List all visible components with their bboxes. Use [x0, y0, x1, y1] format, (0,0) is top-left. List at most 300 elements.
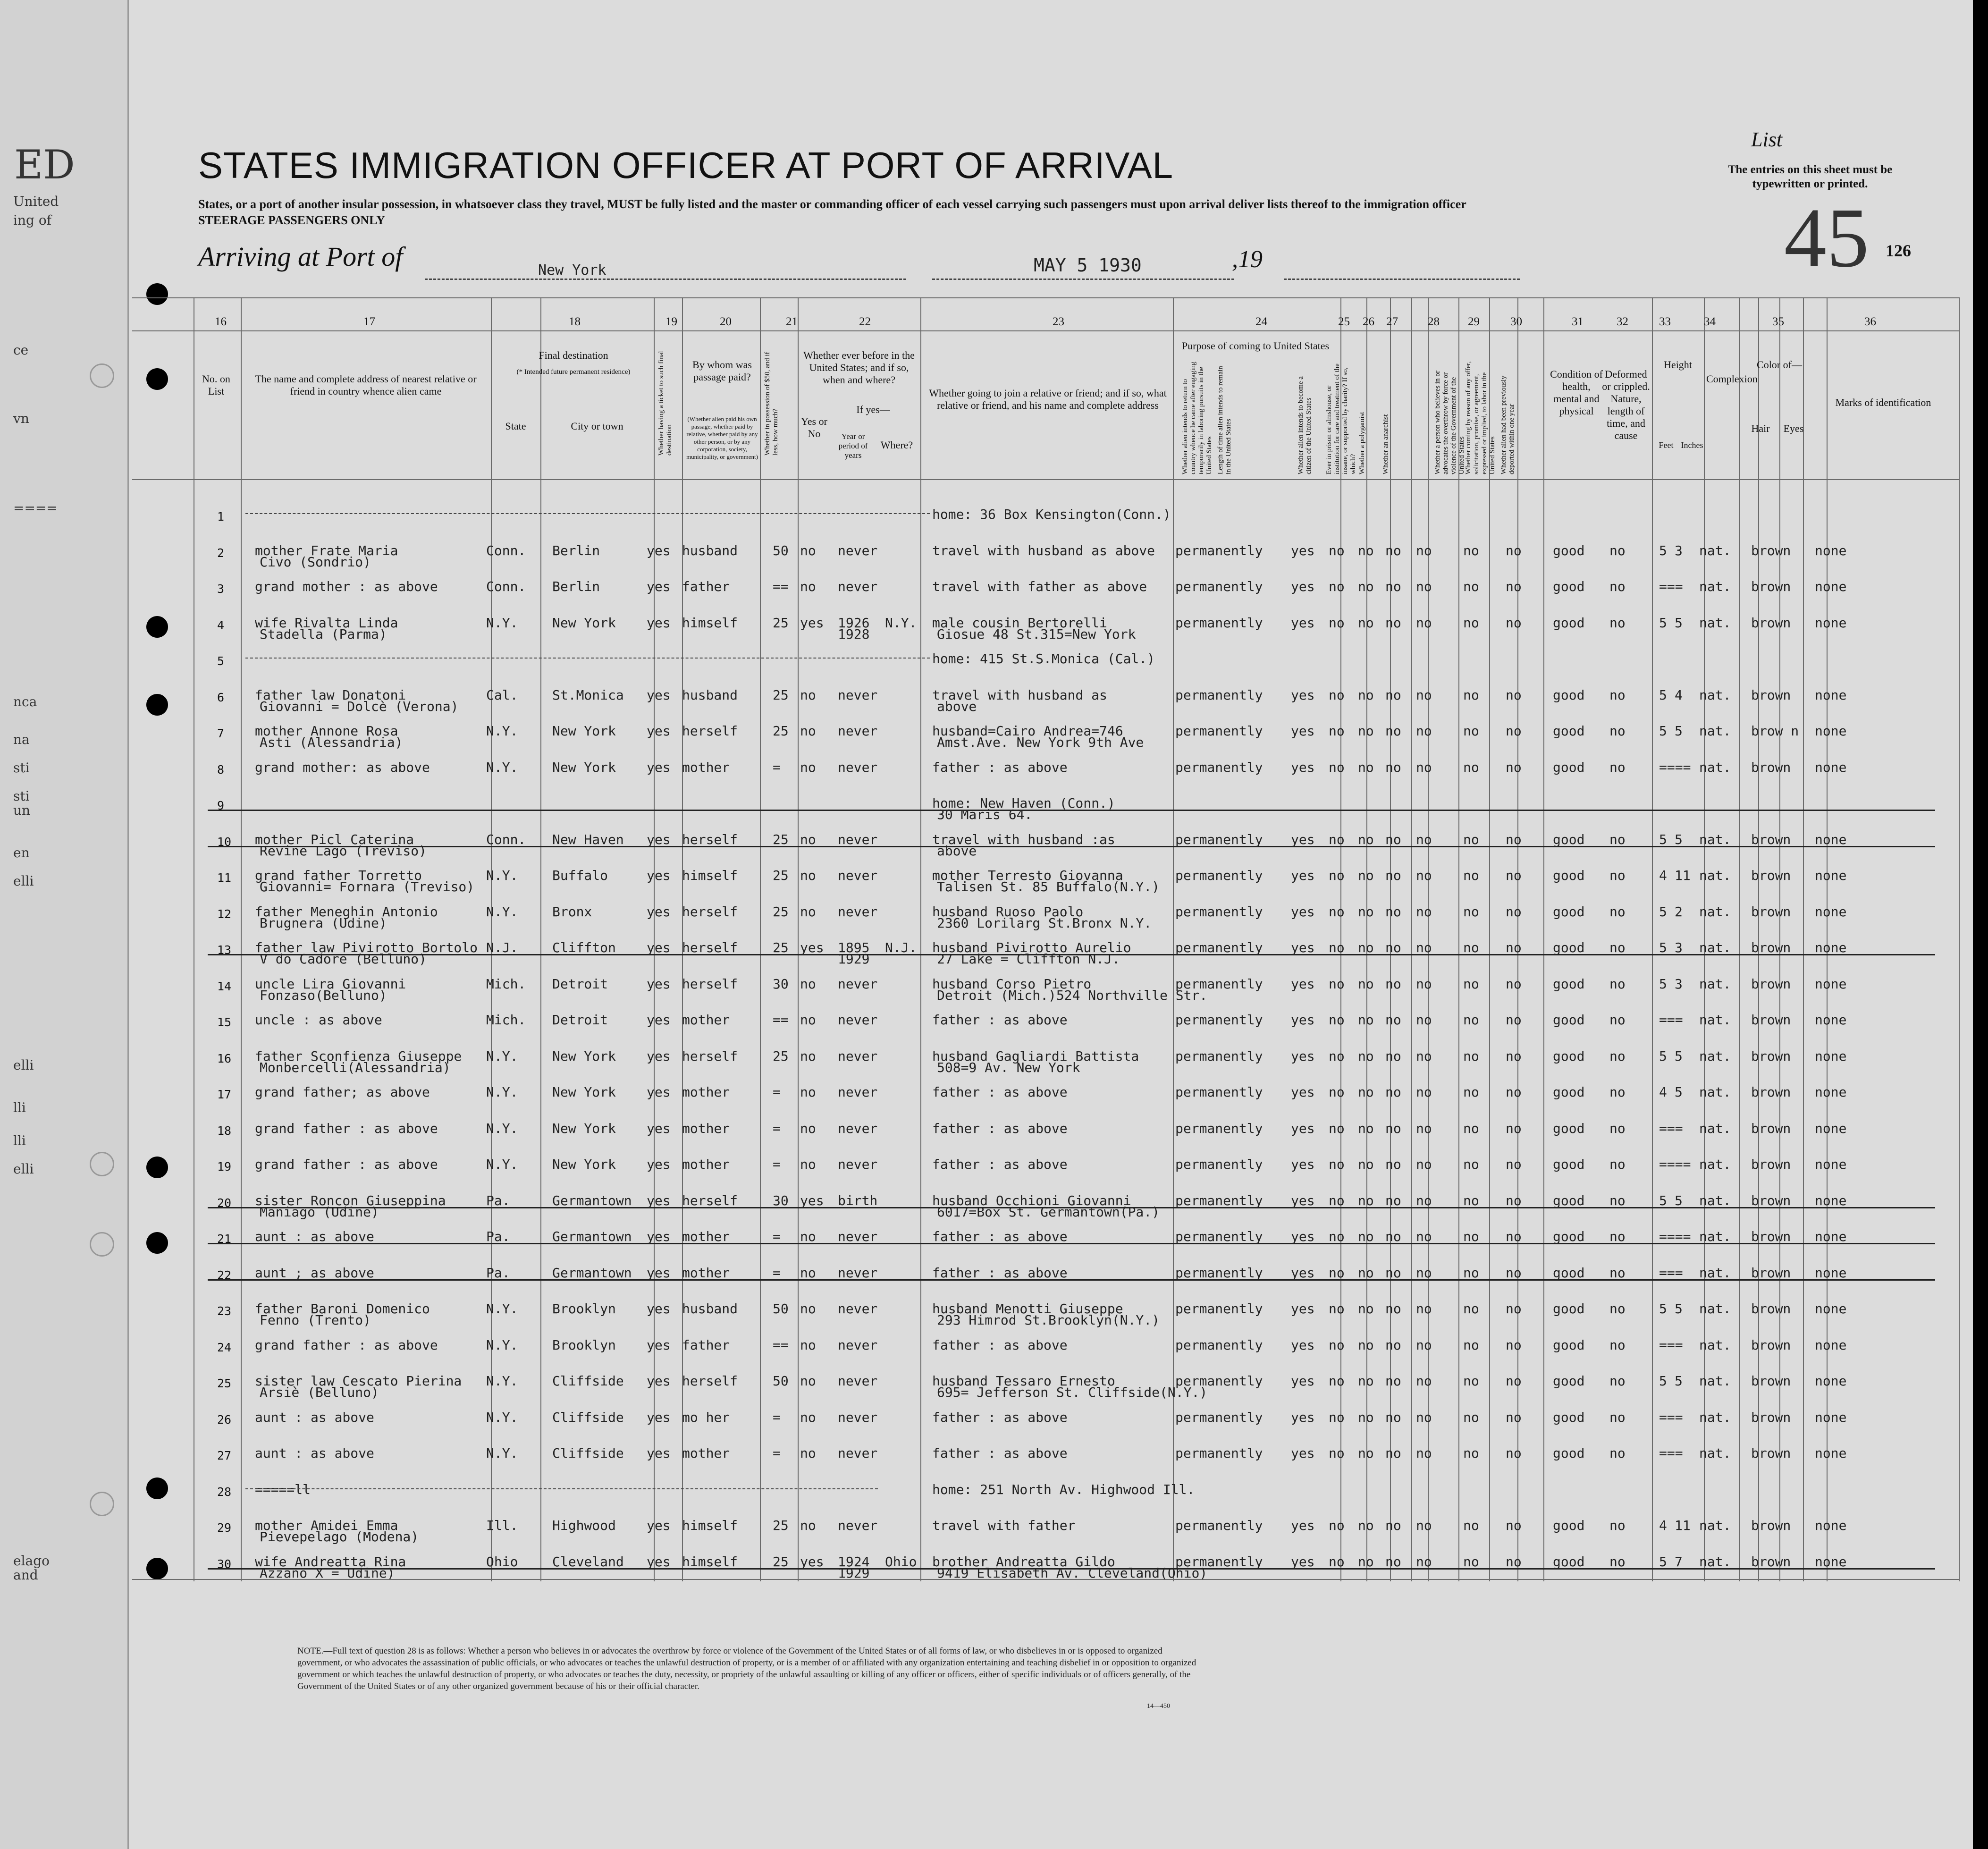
cell-relative-address: Giovanni = Dolcè (Verona)	[260, 699, 459, 714]
grid-vline-26	[1959, 297, 1960, 1581]
cell-q26: no	[1358, 1121, 1374, 1136]
cell-complexion: nat.	[1699, 543, 1731, 558]
cell-paid: mother	[682, 1121, 730, 1136]
cell-deformed: no	[1609, 976, 1626, 992]
cell-ticket: yes	[647, 1518, 671, 1533]
cell-money: 50	[773, 1301, 789, 1317]
cell-q26: no	[1358, 976, 1374, 992]
cell-before: no	[800, 1121, 816, 1136]
cell-citizen: yes	[1291, 1157, 1315, 1172]
cell-q25: no	[1329, 1410, 1345, 1425]
cell-year: never	[838, 1410, 878, 1425]
cell-q26: no	[1358, 579, 1374, 594]
cell-before: yes	[800, 940, 824, 955]
cell-relative: grand father : as above	[255, 1157, 438, 1172]
cell-hair: brown	[1751, 1265, 1791, 1281]
cell-q30: no	[1506, 723, 1522, 739]
cell-q29: no	[1463, 1410, 1479, 1425]
cell-paid: husband	[682, 543, 738, 558]
cell-feet: ===	[1659, 1265, 1683, 1281]
cell-deformed: no	[1609, 760, 1626, 775]
cell-health: good	[1553, 579, 1585, 594]
cell-marks: none	[1815, 1121, 1847, 1136]
grid-vline-8	[920, 297, 921, 1581]
table-row-number: 7	[217, 726, 225, 740]
cell-inches: 4	[1675, 687, 1683, 703]
cell-feet: 5	[1659, 543, 1667, 558]
cell-feet: 5	[1659, 1373, 1667, 1389]
grid-vline-14	[1428, 297, 1429, 1581]
cell-year: 1924	[838, 1554, 870, 1570]
cell-before: no	[800, 579, 816, 594]
cell-relative: sister Roncon Giuseppina	[255, 1193, 446, 1208]
cell-where: N.J.	[885, 940, 917, 955]
cell-complexion: nat.	[1699, 940, 1731, 955]
cell-before: no	[800, 1229, 816, 1244]
cell-marks: none	[1815, 976, 1847, 992]
cell-before: no	[800, 976, 816, 992]
cell-city: Cliffside	[552, 1445, 624, 1461]
column-number-23: 23	[1053, 315, 1064, 328]
cell-where: N.Y.	[885, 615, 917, 631]
cell-join: father : as above	[932, 1337, 1068, 1353]
cell-state: N.Y.	[486, 723, 518, 739]
table-row-number: 11	[217, 871, 232, 885]
cell-q25: no	[1329, 1373, 1345, 1389]
grid-vline-4	[654, 297, 655, 1581]
cell-inches: 2	[1675, 904, 1683, 920]
cell-before: no	[800, 687, 816, 703]
cell-feet: 5	[1659, 723, 1667, 739]
cell-q30: no	[1506, 940, 1522, 955]
cell-q30: no	[1506, 1193, 1522, 1208]
cell-citizen: yes	[1291, 1084, 1315, 1100]
vertical-header-anarchist: Whether an anarchist	[1382, 414, 1390, 474]
cell-feet: ===	[1659, 1012, 1683, 1028]
cell-join: father : as above	[932, 760, 1068, 775]
cell-q28: no	[1416, 1193, 1432, 1208]
table-row-number: 15	[217, 1015, 232, 1029]
cell-year-2: 1929	[838, 1565, 870, 1581]
cell-join: travel with husband :as	[932, 832, 1115, 847]
cell-join: husband Ruoso Paolo	[932, 904, 1084, 920]
cell-q30: no	[1506, 1084, 1522, 1100]
cell-feet: 5	[1659, 976, 1667, 992]
cell-city: New York	[552, 615, 616, 631]
cell-state: N.Y.	[486, 1373, 518, 1389]
cell-relative: father Meneghin Antonio	[255, 904, 438, 920]
binder-hole-2	[146, 616, 168, 638]
cell-purpose: permanently	[1175, 760, 1263, 775]
cell-paid: mother	[682, 1265, 730, 1281]
vertical-header-money: Whether in possession of $50, and if less, how much?	[764, 352, 779, 456]
cell-q29: no	[1463, 1121, 1479, 1136]
vertical-header-polygamist: Whether a polygamist	[1358, 412, 1366, 474]
cell-health: good	[1553, 1301, 1585, 1317]
grid-vline-13	[1411, 297, 1412, 1581]
cell-complexion: nat.	[1699, 1337, 1731, 1353]
cell-q30: no	[1506, 1121, 1522, 1136]
cell-feet: 5	[1659, 940, 1667, 955]
cell-q27: no	[1385, 1012, 1401, 1028]
cell-q30: no	[1506, 1048, 1522, 1064]
cell-deformed: no	[1609, 904, 1626, 920]
previous-page-strip	[0, 0, 129, 1849]
cell-year: birth	[838, 1193, 878, 1208]
cell-q27: no	[1385, 1337, 1401, 1353]
cell-paid: herself	[682, 1048, 738, 1064]
cell-purpose: permanently	[1175, 1012, 1263, 1028]
cell-paid: herself	[682, 723, 738, 739]
cell-before: no	[800, 868, 816, 883]
cell-before: yes	[800, 1193, 824, 1208]
cell-q29: no	[1463, 1301, 1479, 1317]
cell-ticket: yes	[647, 579, 671, 594]
cell-purpose: permanently	[1175, 976, 1263, 992]
cell-q26: no	[1358, 760, 1374, 775]
cell-q26: no	[1358, 1337, 1374, 1353]
cell-money: 50	[773, 543, 789, 558]
cell-join: travel with husband as above	[932, 543, 1155, 558]
cell-deformed: no	[1609, 1373, 1626, 1389]
cell-q26: no	[1358, 1084, 1374, 1100]
cell-q30: no	[1506, 579, 1522, 594]
cell-city: Brooklyn	[552, 1337, 616, 1353]
left-fragment-11: en	[13, 845, 30, 861]
cell-hair: brow n	[1751, 723, 1799, 739]
cell-q27: no	[1385, 687, 1401, 703]
cell-q28: no	[1416, 1518, 1432, 1533]
cell-marks: none	[1815, 615, 1847, 631]
cell-q26: no	[1358, 1373, 1374, 1389]
cell-relative-address: V do Cadore (Belluno)	[260, 951, 427, 967]
cell-health: good	[1553, 1193, 1585, 1208]
cell-q27: no	[1385, 615, 1401, 631]
cell-q30: no	[1506, 615, 1522, 631]
vertical-header-purpose_b: Length of time alien intends to remain in the United States	[1217, 366, 1232, 474]
cell-citizen: yes	[1291, 1410, 1315, 1425]
cell-join: father : as above	[932, 1121, 1068, 1136]
grid-vline-25	[1827, 297, 1828, 1581]
cell-citizen: yes	[1291, 687, 1315, 703]
cell-q27: no	[1385, 1193, 1401, 1208]
grid-vline-24	[1803, 297, 1804, 1581]
cell-purpose: permanently	[1175, 1445, 1263, 1461]
cell-q25: no	[1329, 543, 1345, 558]
yes-no-header: Yes or No	[801, 415, 827, 439]
cell-join: father : as above	[932, 1084, 1068, 1100]
vertical-header-prison: Ever in prison or almshouse, or institution for care and treatment of the insane, or supported by charity? If so, which?	[1325, 363, 1357, 474]
cell-q27: no	[1385, 1518, 1401, 1533]
cell-complexion: nat.	[1699, 687, 1731, 703]
cell-city: Germantown	[552, 1193, 632, 1208]
cell-inches: 5	[1675, 1084, 1683, 1100]
table-row-number: 6	[217, 691, 225, 704]
cell-hair: brown	[1751, 760, 1791, 775]
subtitle-line-1: States, or a port of another insular possession, in whatsoever class they travel, MUST be fully listed and the master or commanding officer of each vessel carrying such passengers must upon arrival deliver lists thereof to the immigration officer	[198, 197, 1466, 211]
column-number-28: 28	[1428, 315, 1440, 328]
no-on-list-header: No. on List	[202, 373, 230, 397]
cell-complexion: nat.	[1699, 615, 1731, 631]
cell-relative: father Baroni Domenico	[255, 1301, 430, 1317]
cell-marks: none	[1815, 1301, 1847, 1317]
cell-ticket: yes	[647, 1301, 671, 1317]
final-destination-note: (* Intended future permanent residence)	[516, 368, 631, 376]
cell-city: Bronx	[552, 904, 592, 920]
cell-q27: no	[1385, 1301, 1401, 1317]
cell-join: travel with father	[932, 1518, 1076, 1533]
cell-money: 25	[773, 1518, 789, 1533]
cell-citizen: yes	[1291, 868, 1315, 883]
table-row-number: 22	[217, 1268, 232, 1282]
cell-citizen: yes	[1291, 1265, 1315, 1281]
cell-q28: no	[1416, 1554, 1432, 1570]
cell-citizen: yes	[1291, 1121, 1315, 1136]
table-row-number: 19	[217, 1160, 232, 1174]
cell-health: good	[1553, 1518, 1585, 1533]
cell-feet: 5	[1659, 832, 1667, 847]
cell-citizen: yes	[1291, 723, 1315, 739]
grid-vline-21	[1739, 297, 1740, 1581]
cell-q29: no	[1463, 615, 1479, 631]
cell-complexion: nat.	[1699, 760, 1731, 775]
table-row-number: 14	[217, 979, 232, 993]
cell-year: never	[838, 1048, 878, 1064]
cell-hair: brown	[1751, 940, 1791, 955]
column-number-31: 31	[1572, 315, 1584, 328]
cell-q30: no	[1506, 543, 1522, 558]
cell-money: 25	[773, 615, 789, 631]
cell-hair: brown	[1751, 1157, 1791, 1172]
cell-health: good	[1553, 832, 1585, 847]
cell-complexion: nat.	[1699, 868, 1731, 883]
cell-money: 30	[773, 1193, 789, 1208]
cell-relative-address: Azzano X = Udine)	[260, 1565, 395, 1581]
cell-year: never	[838, 1518, 878, 1533]
cell-join-address: 9419 Elisabeth Av. Cleveland(Ohio)	[937, 1565, 1208, 1581]
cell-q26: no	[1358, 1048, 1374, 1064]
cell-join-address: 6017=Box St. Germantown(Pa.)	[937, 1204, 1160, 1220]
cell-before: no	[800, 1445, 816, 1461]
cell-q28: no	[1416, 1301, 1432, 1317]
cell-city: New York	[552, 723, 616, 739]
cell-marks: none	[1815, 1518, 1847, 1533]
cell-q26: no	[1358, 1518, 1374, 1533]
cell-deformed: no	[1609, 940, 1626, 955]
cell-q30: no	[1506, 868, 1522, 883]
cell-deformed: no	[1609, 868, 1626, 883]
cell-join-address: Giosue 48 St.315=New York	[937, 626, 1136, 642]
cell-relative: mother Picl Caterina	[255, 832, 414, 847]
cell-join: mother Terresto Giovanna	[932, 868, 1123, 883]
cell-marks: none	[1815, 1157, 1847, 1172]
cell-q26: no	[1358, 868, 1374, 883]
row-strikethrough	[208, 810, 1935, 811]
cell-q28: no	[1416, 1373, 1432, 1389]
cell-hair: brown	[1751, 976, 1791, 992]
cell-q30: no	[1506, 1265, 1522, 1281]
cell-ticket: yes	[647, 1373, 671, 1389]
arrival-date: MAY 5 1930	[1034, 255, 1142, 276]
cell-marks: none	[1815, 760, 1847, 775]
cell-purpose: permanently	[1175, 832, 1263, 847]
cell-deformed: no	[1609, 1157, 1626, 1172]
cell-inches: 3	[1675, 543, 1683, 558]
cell-q30: no	[1506, 1373, 1522, 1389]
cell-state: Pa.	[486, 1229, 510, 1244]
cell-inches: 7	[1675, 1554, 1683, 1570]
binder-hole-6	[146, 1478, 168, 1499]
table-row-number: 27	[217, 1449, 232, 1462]
cell-ticket: yes	[647, 1121, 671, 1136]
cell-citizen: yes	[1291, 1518, 1315, 1533]
if-yes-header: If yes—	[856, 404, 890, 415]
cell-city: New York	[552, 1157, 616, 1172]
cell-state: N.J.	[486, 940, 518, 955]
cell-health: good	[1553, 760, 1585, 775]
cell-city: Germantown	[552, 1229, 632, 1244]
table-row-number: 26	[217, 1413, 232, 1427]
cell-state: Mich.	[486, 1012, 526, 1028]
cell-q28: no	[1416, 615, 1432, 631]
cell-paid: herself	[682, 832, 738, 847]
cell-q28: no	[1416, 1157, 1432, 1172]
health-header: Condition of health, mental and physical	[1550, 368, 1603, 417]
cell-q26: no	[1358, 1301, 1374, 1317]
cell-q27: no	[1385, 1121, 1401, 1136]
cell-relative: uncle Lira Giovanni	[255, 976, 406, 992]
cell-q27: no	[1385, 904, 1401, 920]
column-number-27: 27	[1386, 315, 1398, 328]
cell-paid: mother	[682, 1229, 730, 1244]
cell-year: 1926	[838, 615, 870, 631]
vertical-header-q28: Whether a person who believes in or advocates the overthrow by force or violence of the Government of the United States	[1434, 371, 1466, 474]
cell-deformed: no	[1609, 1084, 1626, 1100]
cell-q30: no	[1506, 760, 1522, 775]
cell-marks: none	[1815, 1265, 1847, 1281]
grid-vline-5	[682, 297, 683, 1581]
cell-before: no	[800, 832, 816, 847]
cell-before: no	[800, 1518, 816, 1533]
cell-before: no	[800, 1337, 816, 1353]
cell-q27: no	[1385, 1048, 1401, 1064]
cell-q28: no	[1416, 940, 1432, 955]
cell-city: New York	[552, 760, 616, 775]
cell-health: good	[1553, 1048, 1585, 1064]
cell-health: good	[1553, 904, 1585, 920]
row-strikethrough	[208, 1207, 1935, 1208]
cell-feet: ===	[1659, 1445, 1683, 1461]
cell-q29: no	[1463, 1157, 1479, 1172]
cell-q25: no	[1329, 687, 1345, 703]
cell-feet: 5	[1659, 1301, 1667, 1317]
cell-purpose: permanently	[1175, 1337, 1263, 1353]
cell-relative: grand father Torretto	[255, 868, 422, 883]
cell-q26: no	[1358, 1012, 1374, 1028]
cell-relative: aunt : as above	[255, 1410, 374, 1425]
cell-money: 25	[773, 904, 789, 920]
row-strikethrough	[208, 1279, 1935, 1281]
cell-complexion: nat.	[1699, 1554, 1731, 1570]
table-row-number: 25	[217, 1376, 232, 1390]
cell-q27: no	[1385, 1373, 1401, 1389]
cell-relative: father law Pivirotto Bortolo	[255, 940, 478, 955]
cell-q27: no	[1385, 1554, 1401, 1570]
cell-q25: no	[1329, 1554, 1345, 1570]
date-underline	[932, 279, 1234, 280]
column-number-20: 20	[720, 315, 732, 328]
cell-money: ==	[773, 1012, 789, 1028]
cell-deformed: no	[1609, 1229, 1626, 1244]
cell-deformed: no	[1609, 1301, 1626, 1317]
cell-ticket: yes	[647, 1554, 671, 1570]
cell-relative: aunt : as above	[255, 1229, 374, 1244]
cell-feet: ====	[1659, 760, 1691, 775]
cell-state: N.Y.	[486, 1157, 518, 1172]
cell-relative-address: Asti (Alessandria)	[260, 735, 403, 750]
cell-citizen: yes	[1291, 976, 1315, 992]
cell-money: =	[773, 760, 781, 775]
cell-money: 50	[773, 1373, 789, 1389]
cell-join: husband Pivirotto Aurelio	[932, 940, 1131, 955]
cell-q29: no	[1463, 940, 1479, 955]
cell-relative-address: Fonzaso(Belluno)	[260, 988, 387, 1003]
cell-relative: father law Donatoni	[255, 687, 406, 703]
cell-hair: brown	[1751, 543, 1791, 558]
cell-city: Detroit	[552, 976, 608, 992]
grid-vline-16	[1489, 297, 1490, 1581]
cell-before: no	[800, 1084, 816, 1100]
cell-q25: no	[1329, 1301, 1345, 1317]
cell-deformed: no	[1609, 687, 1626, 703]
list-label: List	[1751, 128, 1783, 151]
cell-deformed: no	[1609, 1012, 1626, 1028]
left-fragment-2: ing of	[13, 212, 52, 228]
cell-feet: 4	[1659, 1518, 1667, 1533]
cell-health: good	[1553, 1121, 1585, 1136]
cell-citizen: yes	[1291, 760, 1315, 775]
left-fragment-4: vn	[13, 411, 29, 426]
cell-purpose: permanently	[1175, 1265, 1263, 1281]
cell-health: good	[1553, 687, 1585, 703]
cell-ticket: yes	[647, 976, 671, 992]
cell-q27: no	[1385, 760, 1401, 775]
cell-deformed: no	[1609, 1554, 1626, 1570]
cell-city: Buffalo	[552, 868, 608, 883]
complexion-header: Complexion	[1706, 373, 1758, 385]
grid-vline-23	[1779, 297, 1780, 1581]
cell-before: no	[800, 1048, 816, 1064]
cell-marks: none	[1815, 1048, 1847, 1064]
left-fragment-12: elli	[13, 873, 34, 889]
cell-relative: aunt : as above	[255, 1445, 374, 1461]
cell-year: never	[838, 1337, 878, 1353]
color-of-header: Color of—	[1757, 359, 1802, 371]
grid-vline-22	[1758, 297, 1759, 1581]
left-fragment-9: sti	[13, 788, 30, 804]
cell-join: father : as above	[932, 1229, 1068, 1244]
cell-relative: grand father; as above	[255, 1084, 430, 1100]
cell-money: 30	[773, 976, 789, 992]
grid-header-bottom	[132, 479, 1959, 480]
cell-purpose: permanently	[1175, 1048, 1263, 1064]
purpose-header: Purpose of coming to United States	[1181, 340, 1330, 352]
cell-q30: no	[1506, 1301, 1522, 1317]
cell-feet: 5	[1659, 1048, 1667, 1064]
cell-q28: no	[1416, 1265, 1432, 1281]
cell-before: no	[800, 1157, 816, 1172]
cell-ticket: yes	[647, 1229, 671, 1244]
